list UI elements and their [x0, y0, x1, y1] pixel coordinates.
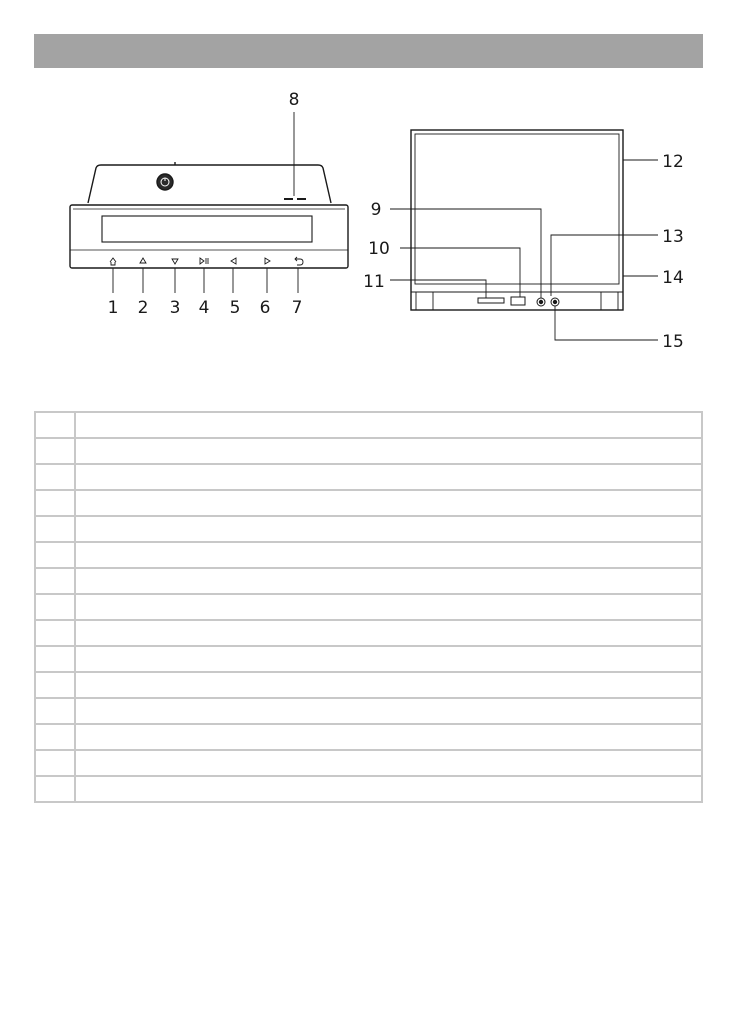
- row-number: [35, 490, 75, 516]
- row-number: [35, 594, 75, 620]
- callout-2: 2: [137, 298, 149, 318]
- row-description: [75, 776, 702, 802]
- row-description: [75, 698, 702, 724]
- left-arrow-icon: [231, 258, 236, 264]
- row-number: [35, 516, 75, 542]
- row-description: [75, 646, 702, 672]
- table-row: [35, 516, 702, 542]
- row-number: [35, 698, 75, 724]
- row-description: [75, 490, 702, 516]
- callout-1: 1: [107, 298, 119, 318]
- table-row: [35, 542, 702, 568]
- callout-12: 12: [662, 152, 684, 172]
- back-icon: [295, 257, 303, 265]
- row-description: [75, 438, 702, 464]
- row-number: [35, 542, 75, 568]
- table-row: [35, 412, 702, 438]
- row-description: [75, 464, 702, 490]
- callout-6: 6: [259, 298, 271, 318]
- row-number: [35, 438, 75, 464]
- usb-port: [511, 297, 525, 305]
- table-row: [35, 490, 702, 516]
- card-slot: [478, 298, 504, 303]
- row-number: [35, 464, 75, 490]
- row-number: [35, 750, 75, 776]
- up-arrow-icon: [140, 258, 146, 263]
- home-icon: [110, 258, 116, 265]
- row-number: [35, 620, 75, 646]
- legend-table-body: [35, 412, 702, 802]
- row-description: [75, 542, 702, 568]
- row-description: [75, 750, 702, 776]
- power-knob-icon: [157, 174, 173, 190]
- row-number: [35, 672, 75, 698]
- right-arrow-icon: [265, 258, 270, 264]
- table-row: [35, 724, 702, 750]
- front-callout-labels: [108, 90, 303, 318]
- callout-5: 5: [229, 298, 241, 318]
- down-arrow-icon: [172, 259, 178, 264]
- row-description: [75, 672, 702, 698]
- row-number: [35, 724, 75, 750]
- callout-14: 14: [662, 268, 684, 288]
- callout-4: 4: [198, 298, 210, 318]
- table-row: [35, 776, 702, 802]
- callout-8: 8: [288, 90, 300, 110]
- row-description: [75, 516, 702, 542]
- callout-13: 13: [662, 227, 684, 247]
- table-row: [35, 568, 702, 594]
- callout-3: 3: [169, 298, 181, 318]
- row-description: [75, 724, 702, 750]
- row-number: [35, 412, 75, 438]
- table-row: [35, 672, 702, 698]
- table-row: [35, 698, 702, 724]
- legend-table: [34, 411, 703, 803]
- callout-11: 11: [363, 272, 385, 292]
- callout-7: 7: [291, 298, 303, 318]
- table-row: [35, 438, 702, 464]
- row-description: [75, 620, 702, 646]
- row-description: [75, 594, 702, 620]
- play-pause-icon: [200, 258, 208, 264]
- row-description: [75, 412, 702, 438]
- row-description: [75, 568, 702, 594]
- table-row: [35, 750, 702, 776]
- row-number: [35, 646, 75, 672]
- callout-9: 9: [370, 200, 382, 220]
- row-number: [35, 568, 75, 594]
- row-number: [35, 776, 75, 802]
- table-row: [35, 646, 702, 672]
- back-view: [390, 130, 658, 340]
- table-row: [35, 464, 702, 490]
- device-diagram-svg: [0, 0, 737, 400]
- table-row: [35, 620, 702, 646]
- table-row: [35, 594, 702, 620]
- front-view: [70, 112, 348, 293]
- callout-15: 15: [662, 332, 684, 352]
- device-diagram: [0, 0, 737, 400]
- callout-10: 10: [368, 239, 390, 259]
